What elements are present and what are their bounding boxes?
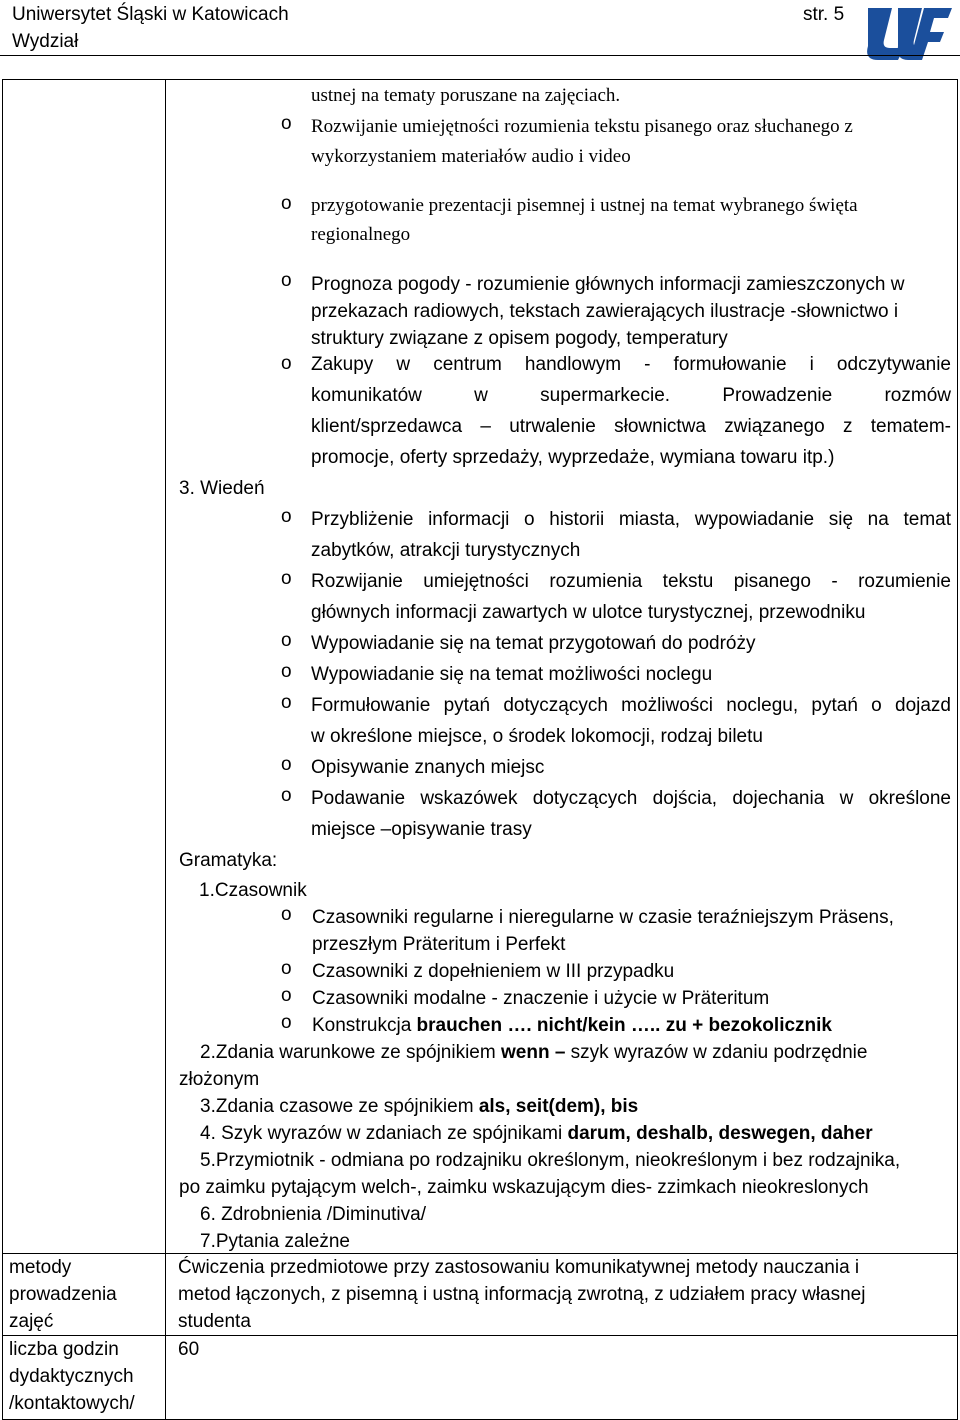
list-item: Opisywanie znanych miejsc bbox=[311, 757, 545, 778]
list-item: Czasowniki regularne i nieregularne w czasie teraźniejszym Präsens, bbox=[312, 907, 894, 928]
item4-bold: darum, deshalb, deswegen, daher bbox=[567, 1123, 873, 1144]
methods-value: Ćwiczenia przedmiotowe przy zastosowaniu komunikatywnej metody nauczania i bbox=[178, 1257, 860, 1278]
hours-label: /kontaktowych/ bbox=[9, 1393, 135, 1414]
item2-bold: wenn – bbox=[501, 1042, 566, 1063]
bullet-marker: o bbox=[281, 353, 292, 374]
list-item-continuation: przeszłym Präteritum i Perfekt bbox=[312, 934, 566, 955]
list-item-continuation: klient/sprzedawca – utrwalenie słownictwa związanego z tematem- bbox=[311, 416, 951, 437]
list-item: Wypowiadanie się na temat możliwości noclegu bbox=[311, 664, 713, 685]
methods-label: zajęć bbox=[9, 1311, 54, 1332]
methods-label: prowadzenia bbox=[9, 1284, 117, 1305]
grammar-item-continuation: po zaimku pytającym welch-, zaimku wskazującym dies- zzimkach nieokreslonych bbox=[179, 1177, 869, 1198]
list-item: Wypowiadanie się na temat przygotowań do podróży bbox=[311, 633, 756, 654]
bullet-marker: o bbox=[281, 630, 292, 651]
grammar-item: 5.Przymiotnik - odmiana po rodzajniku określonym, nieokreślonym i bez rodzajnika, bbox=[200, 1150, 901, 1171]
grammar-item bbox=[200, 1093, 638, 1120]
list-item-continuation: przekazach radiowych, tekstach zawierających ilustracje -słownictwo i bbox=[311, 301, 899, 322]
methods-value-cell bbox=[166, 1254, 958, 1336]
list-item-continuation: miejsce –opisywanie trasy bbox=[311, 819, 532, 840]
list-item-continuation: struktury związane z opisem pogody, temperatury bbox=[311, 328, 728, 349]
methods-value: studenta bbox=[178, 1311, 251, 1332]
header-page-number: str. 5 bbox=[803, 4, 845, 25]
bullet-marker: o bbox=[281, 270, 292, 291]
grammar-title: Gramatyka: bbox=[179, 850, 278, 871]
list-item: Czasowniki modalne - znaczenie i użycie w Präteritum bbox=[312, 988, 770, 1009]
bullet-marker: o bbox=[281, 785, 292, 806]
list-item-continuation: komunikatów w supermarkecie. Prowadzenie rozmów bbox=[311, 385, 951, 406]
list-item bbox=[312, 1012, 832, 1039]
bullet-marker: o bbox=[281, 661, 292, 682]
hours-value: 60 bbox=[178, 1339, 200, 1360]
item2-suffix: szyk wyrazów w zdaniu podrzędnie bbox=[565, 1042, 868, 1063]
bullet-marker: o bbox=[281, 985, 292, 1006]
konstrukcja-bold: brauchen …. nicht/kein ….. zu + bezokolicznik bbox=[416, 1015, 832, 1036]
list-item: Przybliżenie informacji o historii miasta, wypowiadanie się na temat bbox=[311, 509, 951, 530]
grammar-item: 1.Czasownik bbox=[199, 880, 307, 901]
grammar-item: 6. Zdrobnienia /Diminutiva/ bbox=[200, 1204, 426, 1225]
methods-value: metod łączonych, z pisemną i ustną informacją zwrotną, z udziałem pracy własnej bbox=[178, 1284, 866, 1305]
list-item: Rozwijanie umiejętności rozumienia tekstu pisanego oraz słuchanego z bbox=[311, 116, 853, 137]
bullet-marker: o bbox=[281, 506, 292, 527]
content-label-cell bbox=[3, 80, 166, 1254]
grammar-item bbox=[200, 1039, 867, 1066]
bullet-marker: o bbox=[281, 568, 292, 589]
list-item-continuation: regionalnego bbox=[311, 224, 411, 245]
header-university: Uniwersytet Śląski w Katowicach bbox=[12, 4, 289, 25]
item4-prefix: 4. Szyk wyrazów w zdaniach ze spójnikami bbox=[200, 1123, 568, 1144]
item2-prefix: 2.Zdania warunkowe ze spójnikiem bbox=[200, 1042, 501, 1063]
header-faculty: Wydział bbox=[12, 31, 79, 52]
hours-label: dydaktycznych bbox=[9, 1366, 134, 1387]
bullet-marker: o bbox=[281, 754, 292, 775]
methods-label: metody bbox=[9, 1257, 72, 1278]
bullet-marker: o bbox=[281, 193, 292, 214]
grammar-item bbox=[200, 1120, 873, 1147]
bullet-marker: o bbox=[281, 904, 292, 925]
continuation-line: ustnej na tematy poruszane na zajęciach. bbox=[311, 85, 621, 106]
konstrukcja-prefix: Konstrukcja bbox=[312, 1015, 417, 1036]
list-item: Zakupy w centrum handlowym - formułowanie i odczytywanie bbox=[311, 354, 951, 375]
list-item-continuation: promocje, oferty sprzedaży, wyprzedaże, wymiana towaru itp.) bbox=[311, 447, 835, 468]
bullet-marker: o bbox=[281, 958, 292, 979]
list-item: Podawanie wskazówek dotyczących dojścia, dojechania w określone bbox=[311, 788, 951, 809]
list-item-continuation: w określone miejsce, o środek lokomocji, rodzaj biletu bbox=[311, 726, 763, 747]
grammar-item: 7.Pytania zależne bbox=[200, 1231, 350, 1252]
list-item: Formułowanie pytań dotyczących możliwości noclegu, pytań o dojazd bbox=[311, 695, 951, 716]
university-logo-icon bbox=[862, 2, 954, 62]
list-item: przygotowanie prezentacji pisemnej i ustnej na temat wybranego święta bbox=[311, 195, 858, 216]
bullet-marker: o bbox=[281, 113, 292, 134]
hours-value-cell bbox=[166, 1336, 958, 1420]
content-cell bbox=[166, 80, 958, 1254]
list-item: Czasowniki z dopełnieniem w III przypadku bbox=[312, 961, 675, 982]
hours-label: liczba godzin bbox=[9, 1339, 119, 1360]
list-item-continuation: głównych informacji zawartych w ulotce turystycznej, przewodniku bbox=[311, 602, 866, 623]
grammar-item-continuation: złożonym bbox=[179, 1069, 260, 1090]
item3-bold: als, seit(dem), bis bbox=[478, 1096, 639, 1117]
list-item-continuation: wykorzystaniem materiałów audio i video bbox=[311, 146, 631, 167]
hours-label-cell bbox=[3, 1336, 166, 1420]
item3-prefix: 3.Zdania czasowe ze spójnikiem bbox=[200, 1096, 479, 1117]
methods-label-cell bbox=[3, 1254, 166, 1336]
list-item: Rozwijanie umiejętności rozumienia tekstu pisanego - rozumienie bbox=[311, 571, 951, 592]
section-title: 3. Wiedeń bbox=[179, 478, 265, 499]
header-divider bbox=[0, 55, 960, 56]
list-item: Prognoza pogody - rozumienie głównych informacji zamieszczonych w bbox=[311, 274, 905, 295]
list-item-continuation: zabytków, atrakcji turystycznych bbox=[311, 540, 581, 561]
bullet-marker: o bbox=[281, 1012, 292, 1033]
bullet-marker: o bbox=[281, 692, 292, 713]
syllabus-table bbox=[2, 79, 958, 1420]
